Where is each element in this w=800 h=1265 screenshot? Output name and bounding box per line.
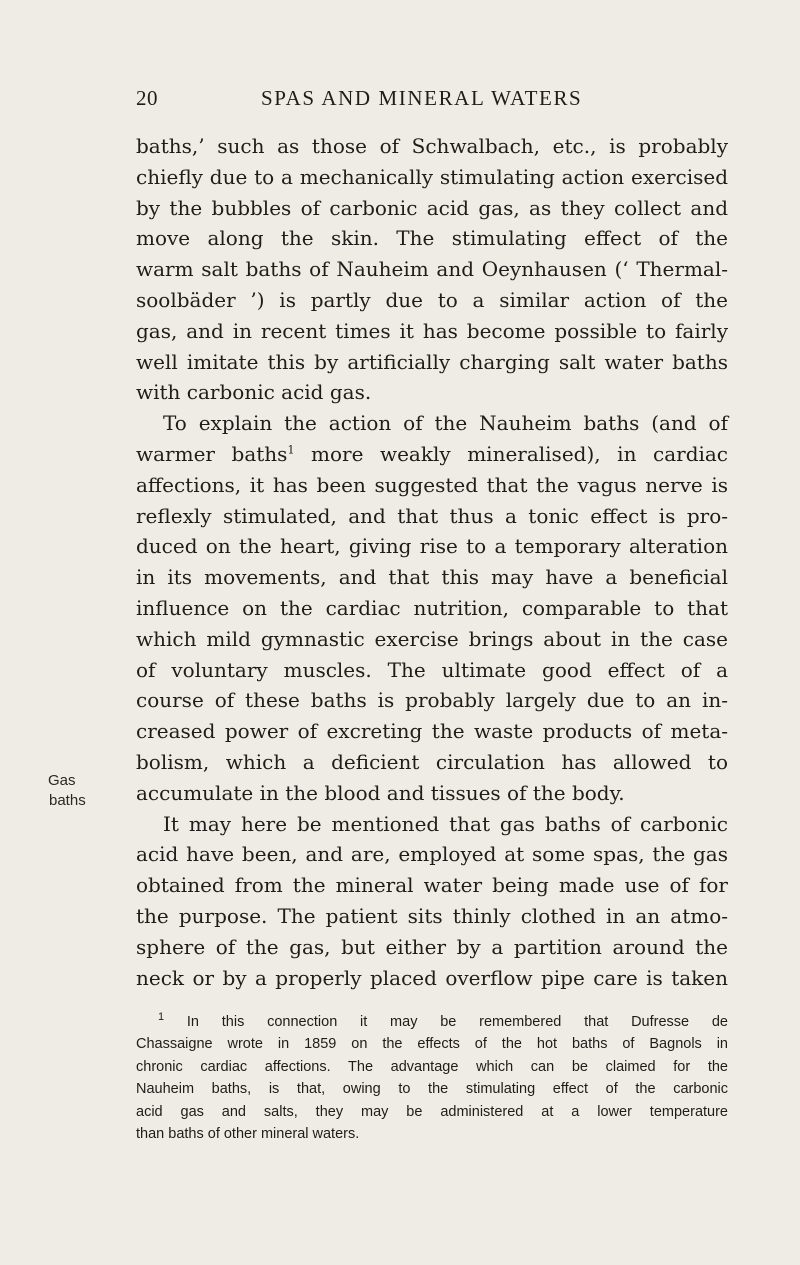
text-line: course of these baths is probably largely due to an in- <box>136 688 728 713</box>
text-line: well imitate this by artificially charging salt water baths <box>136 349 728 374</box>
footnote-line: acid gas and salts, they may be administered at a lower temperature <box>136 1103 728 1120</box>
text-line: soolbäder ’) is partly due to a similar action of the <box>136 287 728 312</box>
footnote-line <box>136 1011 728 1033</box>
text-line: affections, it has been suggested that the vagus nerve is <box>136 472 728 497</box>
text-line: To explain the action of the Nauheim baths (and of <box>163 411 728 436</box>
margin-note-line: Gas <box>48 772 76 789</box>
text-line: duced on the heart, giving rise to a temporary alteration <box>136 534 728 559</box>
footnote-reference[interactable]: 1 <box>287 443 295 457</box>
text-line: gas, and in recent times it has become possible to fairly <box>136 318 728 343</box>
page-number: 20 <box>136 86 158 110</box>
running-title: SPAS AND MINERAL WATERS <box>261 86 583 110</box>
text-line: move along the skin. The stimulating effect of the <box>136 226 728 251</box>
text-line: sphere of the gas, but either by a partition around the <box>136 934 728 959</box>
text-line: by the bubbles of carbonic acid gas, as they collect and <box>136 195 728 220</box>
footnote-text: In this connection it may be remembered that Dufresse de <box>186 1014 728 1030</box>
text-line: the purpose. The patient sits thinly clothed in an atmo- <box>136 903 728 928</box>
text-line: influence on the cardiac nutrition, comparable to that <box>136 595 728 620</box>
text-line: warm salt baths of Nauheim and Oeynhausen (‘ Thermal- <box>136 257 728 282</box>
text-fragment: warmer baths <box>136 441 288 466</box>
body-text <box>136 131 728 993</box>
text-line: accumulate in the blood and tissues of the body. <box>136 780 625 805</box>
text-line: chiefly due to a mechanically stimulating action exercised <box>136 164 728 189</box>
text-line: in its movements, and that this may have a beneficial <box>136 565 728 590</box>
footnote-line: Chassaigne wrote in 1859 on the effects of the hot baths of Bagnols in <box>136 1036 728 1053</box>
footnote-line: than baths of other mineral waters. <box>136 1125 360 1142</box>
margin-note-gas-baths <box>48 771 86 811</box>
text-line: creased power of excreting the waste products of meta- <box>136 719 728 744</box>
text-line: which mild gymnastic exercise brings about in the case <box>136 626 728 651</box>
running-head <box>136 86 726 116</box>
footnote-line: Nauheim baths, is that, owing to the stimulating effect of the carbonic <box>136 1081 728 1098</box>
footnote <box>136 1011 728 1145</box>
text-fragment: more weakly mineralised), in cardiac <box>311 441 729 466</box>
text-line: bolism, which a deficient circulation has allowed to <box>136 749 728 774</box>
text-line: acid have been, and are, employed at some spas, the gas <box>136 842 728 867</box>
text-line: with carbonic acid gas. <box>136 380 372 405</box>
text-line: It may here be mentioned that gas baths of carbonic <box>163 811 728 836</box>
footnote-marker: 1 <box>158 1011 165 1024</box>
footnote-line: chronic cardiac affections. The advantage which can be claimed for the <box>136 1058 728 1075</box>
text-line: reflexly stimulated, and that thus a tonic effect is pro- <box>136 503 728 528</box>
text-line: obtained from the mineral water being made use of for <box>136 873 728 898</box>
text-line: neck or by a properly placed overflow pipe care is taken <box>136 965 728 990</box>
text-line-with-footnote-ref <box>136 439 728 470</box>
margin-note-line: baths <box>49 792 86 809</box>
text-line: of voluntary muscles. The ultimate good effect of a <box>136 657 728 682</box>
text-line: baths,’ such as those of Schwalbach, etc., is probably <box>136 134 728 158</box>
